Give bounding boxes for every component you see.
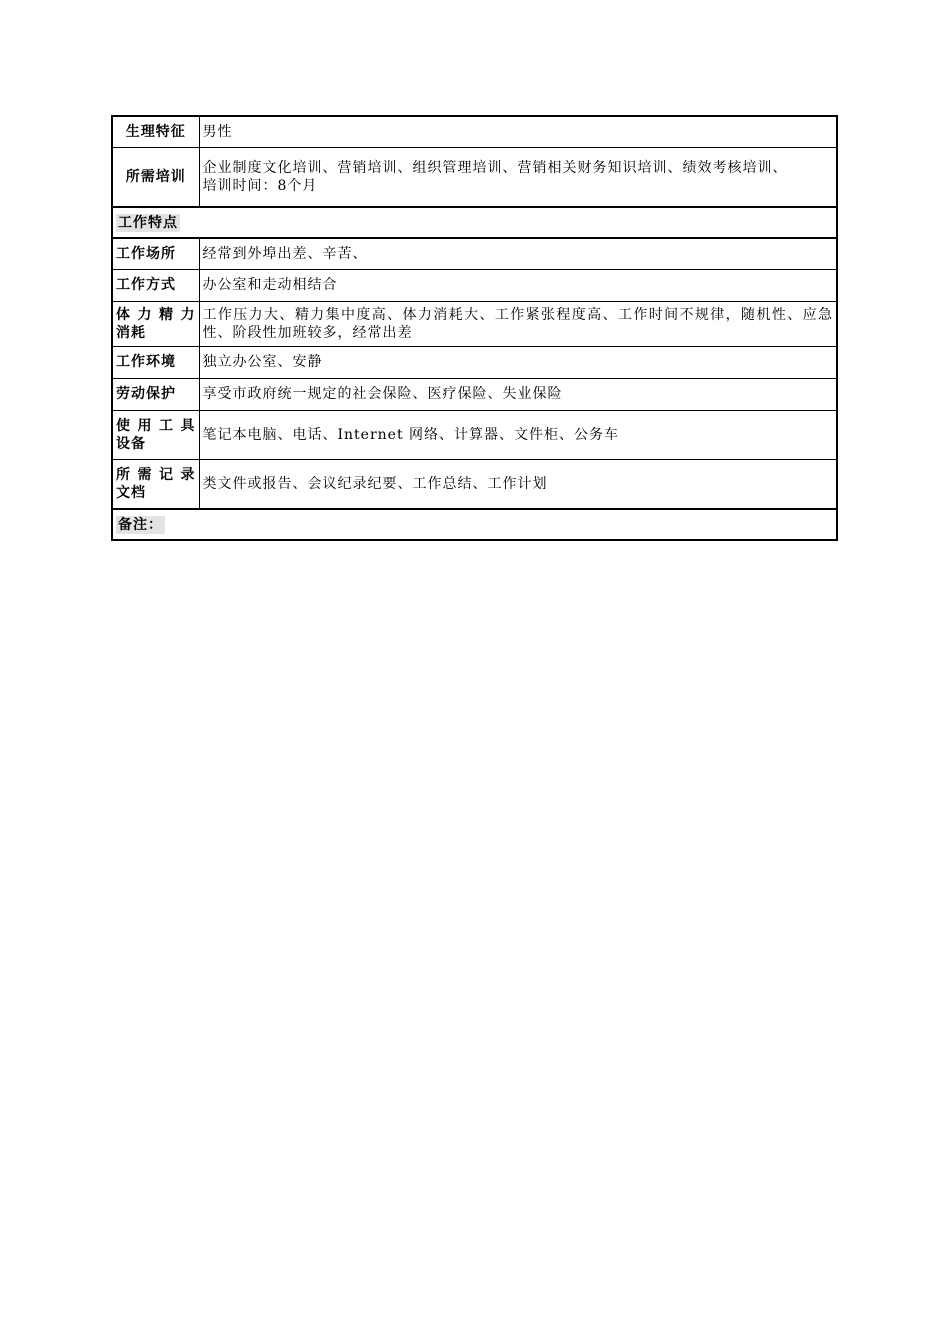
section-title-work: 工作特点: [118, 214, 178, 231]
row-label-energy: 体 力 精 力 消耗: [112, 301, 199, 346]
row-label-work-mode: 工作方式: [112, 269, 199, 301]
row-label-training: 所需培训: [112, 147, 199, 207]
row-label-environment: 工作环境: [112, 346, 199, 378]
job-description-table: [111, 115, 838, 541]
notes-row: [112, 509, 837, 540]
table-row: [112, 459, 837, 509]
table-row: [112, 116, 837, 147]
table-row: [112, 346, 837, 378]
table-row: [112, 269, 837, 301]
training-content: 企业制度文化培训、营销培训、组织管理培训、营销相关财务知识培训、绩效考核培训、: [202, 159, 788, 176]
section-title-notes: 备注：: [118, 516, 163, 533]
table-row: [112, 301, 837, 346]
table-row: [112, 238, 837, 269]
row-label-tools: 使 用 工 具 设备: [112, 410, 199, 459]
row-value-environment: 独立办公室、安静: [199, 346, 837, 378]
row-value-workplace: 经常到外埠出差、辛苦、: [199, 238, 837, 269]
row-value-energy: 工作压力大、精力集中度高、体力消耗大、工作紧张程度高、工作时间不规律，随机性、应急性、阶段性加班较多，经常出差: [199, 301, 837, 346]
row-label-documents: 所 需 记 录 文档: [112, 459, 199, 509]
table-row: [112, 147, 837, 207]
row-label-physical: 生理特征: [112, 116, 199, 147]
notes-cell: [112, 509, 837, 540]
section-header-cell: [112, 207, 837, 238]
row-value-work-mode: 办公室和走动相结合: [199, 269, 837, 301]
row-value-tools: 笔记本电脑、电话、Internet 网络、计算器、文件柜、公务车: [199, 410, 837, 459]
row-label-workplace: 工作场所: [112, 238, 199, 269]
section-header-row: [112, 207, 837, 238]
row-value-training: [199, 147, 837, 207]
table-row: [112, 410, 837, 459]
row-value-protection: 享受市政府统一规定的社会保险、医疗保险、失业保险: [199, 378, 837, 410]
training-duration: 培训时间：8个月: [202, 177, 318, 194]
table-row: [112, 378, 837, 410]
row-value-physical: 男性: [199, 116, 837, 147]
row-label-protection: 劳动保护: [112, 378, 199, 410]
row-value-documents: 类文件或报告、会议纪录纪要、工作总结、工作计划: [199, 459, 837, 509]
